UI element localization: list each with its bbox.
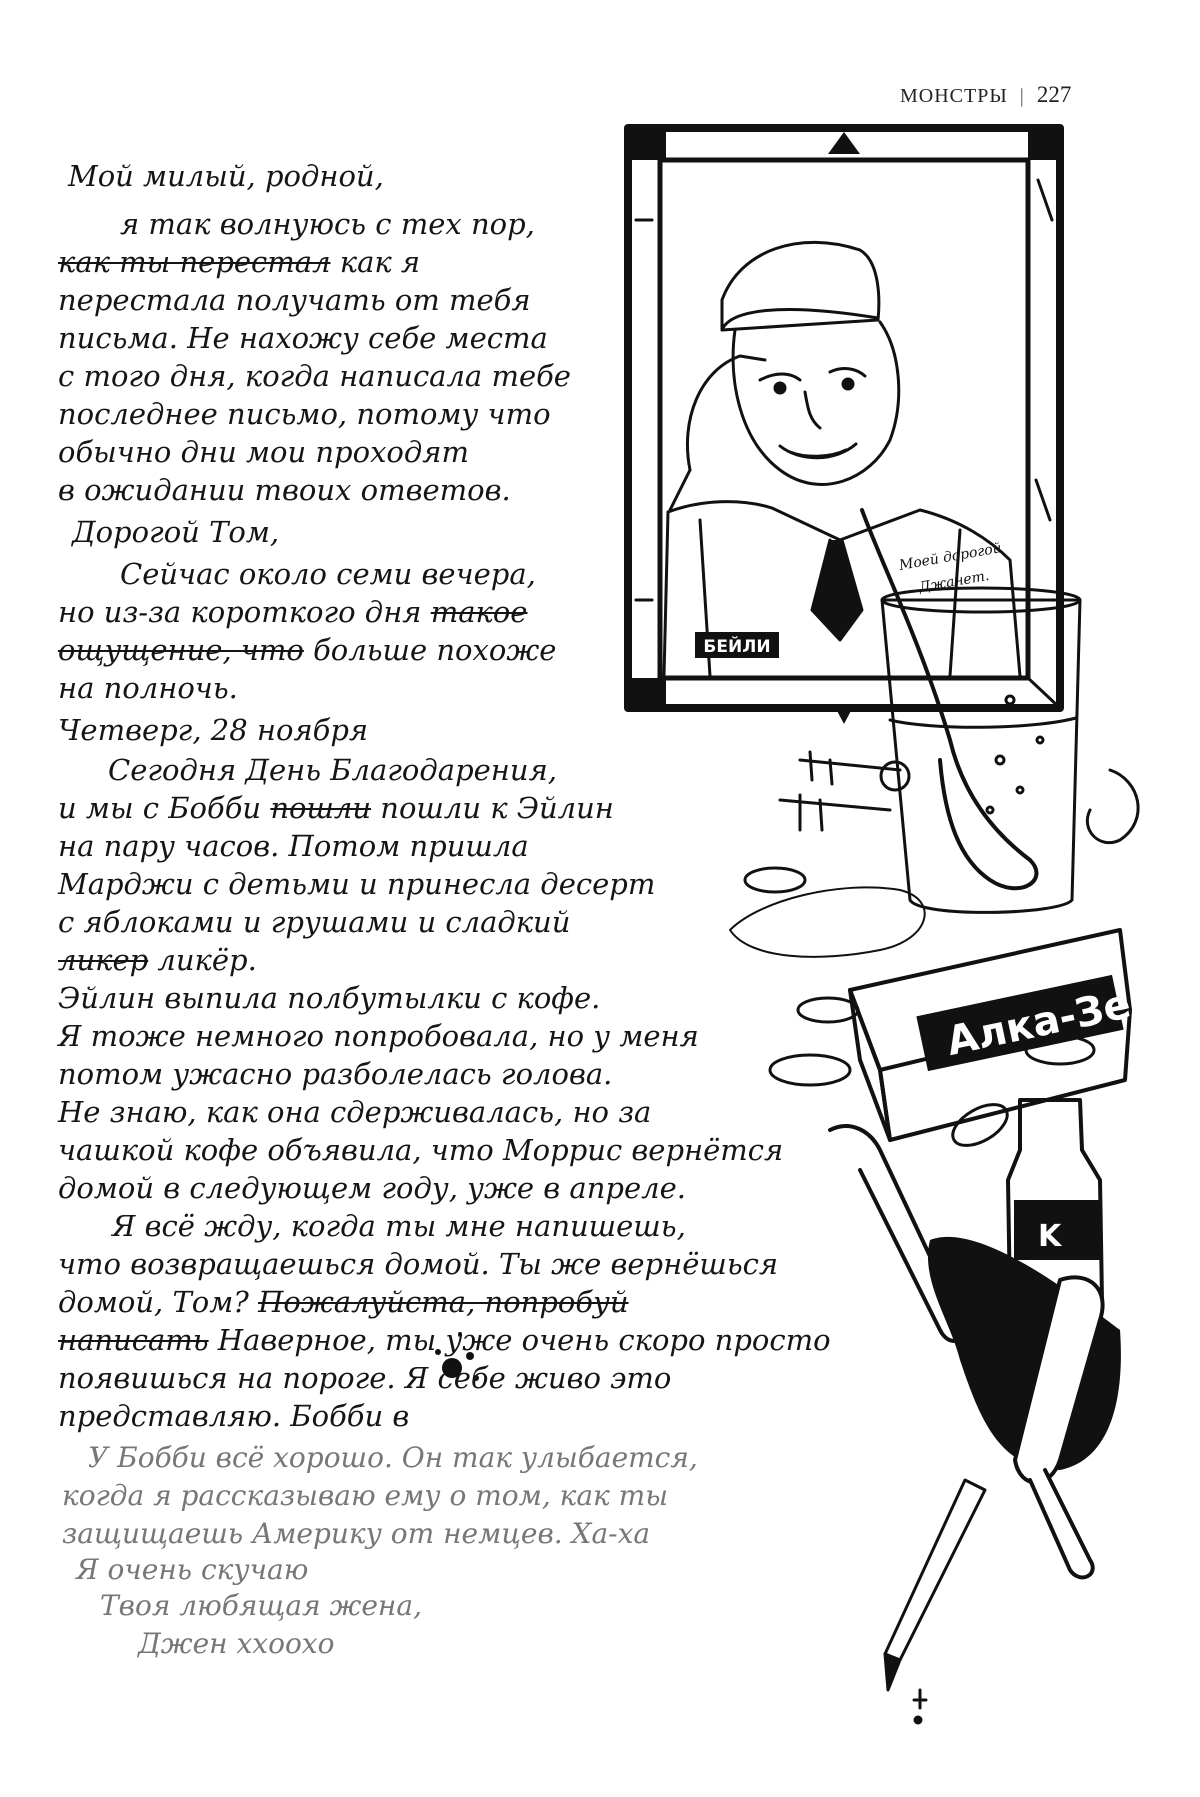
letter-text: Мой милый, родной, [68, 159, 384, 193]
page-number: 227 [1036, 82, 1072, 107]
letter-line [58, 1171, 686, 1205]
letter-text: Наверное, ты уже очень скоро просто [208, 1323, 831, 1357]
letter-text: представляю. Бобби в [58, 1399, 410, 1433]
letter-text: появишься на пороге. Я себе живо это [58, 1361, 672, 1395]
letter-line [58, 905, 571, 939]
letter-text: Я тоже немного попробовала, но у меня [58, 1019, 699, 1053]
letter-text: что возвращаешься домой. Ты же вернёшься [58, 1247, 779, 1281]
bottle-label: K [1038, 1219, 1062, 1254]
letter-text: Дорогой Том, [72, 515, 280, 549]
letter-line [58, 1247, 779, 1281]
letter-text: Не знаю, как она сдерживалась, но за [58, 1095, 652, 1129]
letter-text: но из-за короткого дня [58, 595, 431, 629]
letter-text: домой в следующем году, уже в апреле. [58, 1171, 686, 1205]
crossed-out-text: такое [430, 595, 528, 629]
letter-text: Сейчас около семи вечера, [120, 557, 536, 591]
letter-line [108, 753, 557, 787]
letter-line [58, 1399, 410, 1433]
letter-text: на полночь. [58, 671, 238, 705]
letter-line [68, 159, 384, 193]
letter-text: Четверг, 28 ноября [58, 713, 369, 747]
letter-text: с яблоками и грушами и сладкий [58, 905, 571, 939]
letter-text: когда я рассказываю ему о том, как ты [62, 1479, 669, 1512]
letter-line [58, 633, 557, 667]
letter-text: защищаешь Америку от немцев. Ха-ха [62, 1517, 651, 1550]
letter-text: последнее письмо, потому что [58, 397, 551, 431]
letter-line [58, 943, 257, 977]
section-title: МОНСТРЫ [900, 85, 1008, 107]
photo-inscription-2: Джанет. [917, 567, 991, 596]
letter-text: Эйлин выпила полбутылки с кофе. [58, 981, 601, 1015]
name-tag: БЕЙЛИ [703, 637, 771, 657]
letter-text: как я [330, 245, 421, 279]
crossed-out-text: Пожалуйста, попробуй [258, 1285, 629, 1319]
letter-line [58, 671, 238, 705]
letter-text: ликёр. [148, 943, 257, 977]
letter-line [58, 1361, 672, 1395]
letter-line [72, 515, 280, 549]
letter-line [58, 1019, 699, 1053]
photo-inscription-1: Моей дорогой [897, 540, 1003, 574]
letter-text: Джен xxooxo [138, 1627, 335, 1660]
letter-text: пошли к Эйлин [371, 791, 614, 825]
letter-text: Марджи с детьми и принесла десерт [58, 867, 656, 901]
letter-text: потом ужасно разболелась голова. [58, 1057, 613, 1091]
letter-text: с того дня, когда написала тебе [58, 359, 571, 393]
letter-text: я так волнуюсь с тех пор, [120, 207, 535, 241]
letter-text: Я всё жду, когда ты мне напишешь, [112, 1209, 686, 1243]
letter-line [120, 207, 535, 241]
letter-text: У Бобби всё хорошо. Он так улыбается, [88, 1441, 698, 1474]
letter-text: обычно дни мои проходят [58, 435, 469, 469]
letter-line [88, 1441, 698, 1474]
letter-text: чашкой кофе объявила, что Моррис вернётся [58, 1133, 784, 1167]
letter-line [62, 1517, 651, 1550]
letter-line [58, 283, 531, 317]
box-label: Алка-Зе [942, 981, 1135, 1066]
letter-line [58, 359, 571, 393]
letter-line [58, 1133, 784, 1167]
letter-text: больше похоже [303, 633, 557, 667]
letter-text: Твоя любящая жена, [100, 1589, 422, 1622]
letter-line [120, 557, 536, 591]
letter-text: Я очень скучаю [76, 1553, 309, 1586]
letter-line [58, 713, 369, 747]
letter-line [58, 1323, 831, 1357]
letter-line [100, 1589, 422, 1622]
separator: | [1019, 85, 1025, 107]
letter-line [58, 1057, 613, 1091]
letter-line [76, 1553, 309, 1586]
letter-line [58, 245, 421, 279]
letter-line [62, 1479, 669, 1512]
letter-line [58, 981, 601, 1015]
letter-line [58, 473, 511, 507]
crossed-out-text: написать [58, 1323, 209, 1357]
letter-line [58, 1095, 652, 1129]
letter-line [112, 1209, 686, 1243]
letter-line [58, 1285, 629, 1319]
letter-text: перестала получать от тебя [58, 283, 531, 317]
crossed-out-text: как ты перестал [58, 245, 331, 279]
letter-text: Сегодня День Благодарения, [108, 753, 557, 787]
letter-line [58, 595, 528, 629]
letter-line [58, 867, 656, 901]
letter-text: в ожидании твоих ответов. [58, 473, 511, 507]
crossed-out-text: ликер [58, 943, 149, 977]
letter-line [58, 435, 469, 469]
crossed-out-text: пошли [270, 791, 372, 825]
crossed-out-text: ощущение, что [58, 633, 304, 667]
letter-text: на пару часов. Потом пришла [58, 829, 529, 863]
letter-line [58, 791, 614, 825]
letter-line [58, 829, 529, 863]
signature-line [138, 1627, 335, 1660]
letter-text: и мы с Бобби [58, 791, 271, 825]
letter-text: письма. Не нахожу себе места [58, 321, 548, 355]
letter-text: домой, Том? [58, 1285, 259, 1319]
letter-line [58, 321, 548, 355]
letter-line [58, 397, 551, 431]
